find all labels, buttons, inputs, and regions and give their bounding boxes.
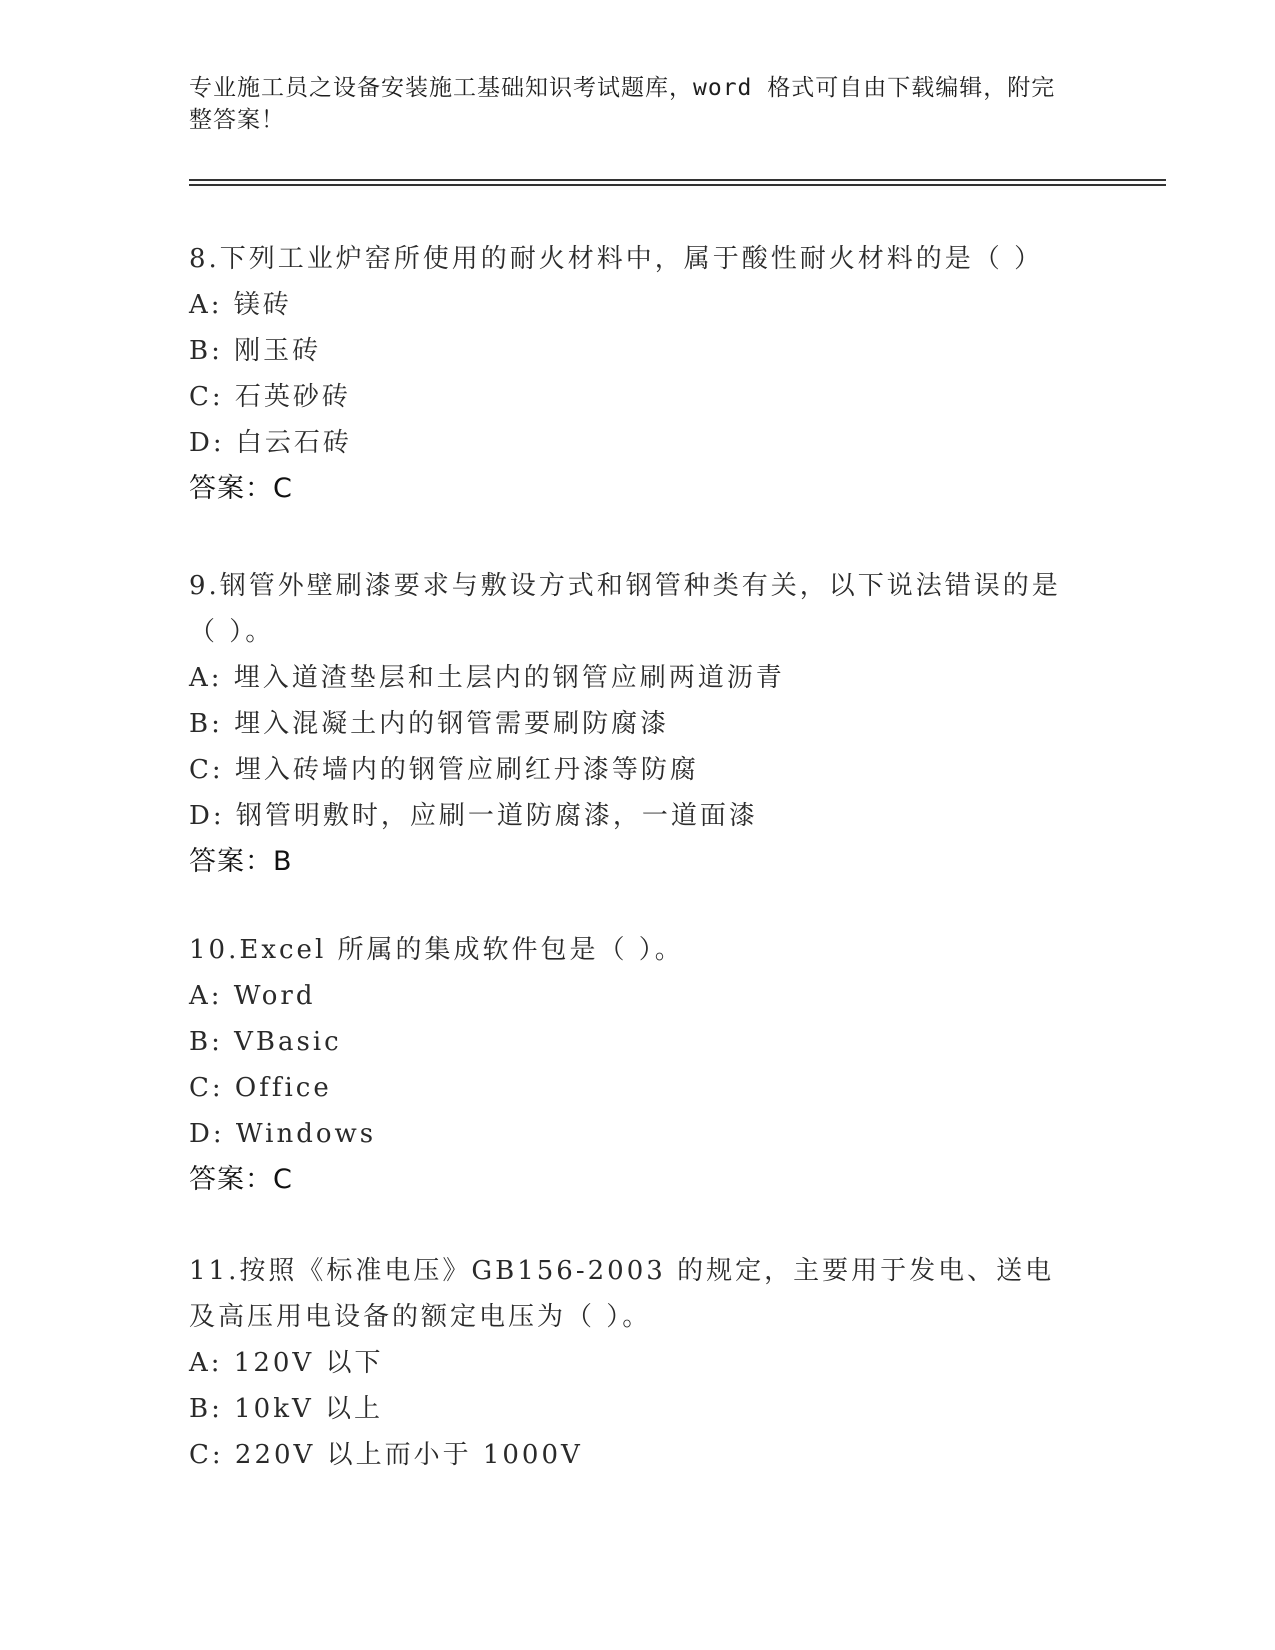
option-b: B: 10kV 以上: [189, 1394, 384, 1424]
option-a: A: Word: [189, 981, 316, 1011]
header-divider-bottom: [189, 184, 1166, 186]
answer: 答案：C: [189, 473, 293, 504]
option-a: A: 镁砖: [189, 290, 292, 320]
answer: 答案：B: [189, 846, 293, 877]
question-8: [189, 236, 1089, 512]
option-d: D: 白云石砖: [189, 428, 352, 458]
option-c: C: 220V 以上而小于 1000V: [189, 1440, 583, 1470]
question-stem: 10.Excel 所属的集成软件包是（ ）。: [189, 935, 684, 965]
question-10: [189, 927, 1089, 1203]
document-header: 专业施工员之设备安装施工基础知识考试题库，word 格式可自由下载编辑，附完整答案！: [189, 75, 1056, 133]
option-c: C: Office: [189, 1073, 332, 1103]
option-d: D: 钢管明敷时，应刷一道防腐漆，一道面漆: [189, 801, 758, 831]
question-9: [189, 563, 1089, 885]
option-b: B: 刚玉砖: [189, 336, 322, 366]
question-11: [189, 1248, 1089, 1478]
option-c: C: 石英砂砖: [189, 382, 351, 412]
question-stem: 9.钢管外壁刷漆要求与敷设方式和钢管种类有关，以下说法错误的是（ ）。: [189, 571, 1061, 647]
option-b: B: 埋入混凝土内的钢管需要刷防腐漆: [189, 709, 670, 739]
option-c: C: 埋入砖墙内的钢管应刷红丹漆等防腐: [189, 755, 699, 785]
header-divider-top: [189, 179, 1166, 181]
option-b: B: VBasic: [189, 1027, 342, 1057]
option-d: D: Windows: [189, 1119, 377, 1149]
question-stem: 8.下列工业炉窑所使用的耐火材料中，属于酸性耐火材料的是（ ）: [189, 244, 1044, 274]
option-a: A: 120V 以下: [189, 1348, 384, 1378]
answer: 答案：C: [189, 1164, 293, 1195]
question-stem: 11.按照《标准电压》GB156-2003 的规定，主要用于发电、送电及高压用电设备的额定电压为（ ）。: [189, 1256, 1055, 1332]
option-a: A: 埋入道渣垫层和土层内的钢管应刷两道沥青: [189, 663, 785, 693]
